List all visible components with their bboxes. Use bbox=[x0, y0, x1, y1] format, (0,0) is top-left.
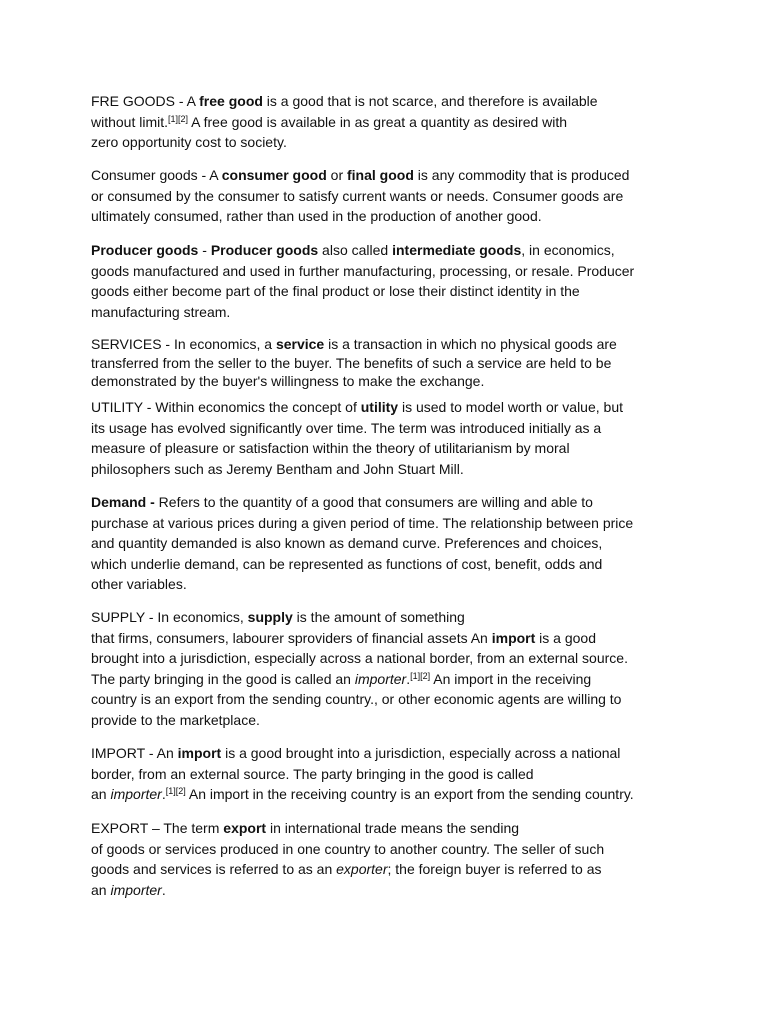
text-run: is used to model worth or value, but bbox=[398, 399, 623, 415]
text-run: - bbox=[198, 242, 211, 258]
text-run: of goods or services produced in one country to another country. The seller of such bbox=[91, 840, 605, 857]
bold-term: intermediate goods bbox=[392, 242, 522, 258]
text-run: also called bbox=[318, 242, 393, 258]
text-run: , in economics, bbox=[521, 242, 615, 258]
bold-term: export bbox=[223, 820, 267, 836]
text-line bbox=[91, 554, 633, 575]
text-line bbox=[91, 784, 634, 805]
paragraph-producer-goods bbox=[91, 240, 634, 322]
bold-term: Producer goods bbox=[210, 242, 319, 258]
text-run: . bbox=[406, 670, 411, 687]
bold-term: supply bbox=[247, 609, 293, 625]
text-run: is a transaction in which no physical goods are bbox=[324, 336, 617, 352]
text-line bbox=[91, 818, 604, 839]
text-line bbox=[91, 165, 629, 186]
text-run: which underlie demand, can be represented as functions of cost, benefit, odds and bbox=[91, 555, 603, 572]
text-run: transferred from the seller to the buyer. The benefits of such a service are held to be bbox=[91, 354, 612, 371]
text-run: A free good is available in as great a quantity as desired with bbox=[188, 113, 568, 130]
paragraph-services bbox=[91, 335, 617, 391]
text-line bbox=[91, 438, 623, 459]
text-run: in international trade means the sending bbox=[266, 820, 520, 836]
text-run: is a good brought into a jurisdiction, especially across a national bbox=[221, 745, 621, 761]
italic-term: importer bbox=[354, 670, 407, 687]
text-line bbox=[91, 302, 634, 323]
text-run: . bbox=[161, 881, 166, 898]
text-run: An import in the receiving bbox=[430, 670, 592, 687]
text-run: or consumed by the consumer to satisfy current wants or needs. Consumer goods are bbox=[91, 187, 624, 204]
text-run: zero opportunity cost to society. bbox=[91, 134, 287, 150]
text-run: without limit. bbox=[91, 113, 169, 130]
bold-term: Demand - bbox=[91, 494, 155, 510]
text-run: goods manufactured and used in further manufacturing, processing, or resale. Producer bbox=[91, 262, 635, 279]
text-run: Consumer goods - A bbox=[91, 167, 222, 183]
text-line bbox=[91, 513, 633, 534]
text-line bbox=[91, 839, 604, 860]
text-run: The party bringing in the good is called an bbox=[91, 670, 355, 687]
italic-term: exporter bbox=[336, 861, 388, 877]
text-run: is any commodity that is produced bbox=[413, 167, 630, 183]
paragraph-export bbox=[91, 818, 604, 900]
text-run: provide to the marketplace. bbox=[91, 711, 260, 728]
text-line bbox=[91, 186, 629, 207]
text-line bbox=[91, 689, 628, 710]
text-run: border, from an external source. The party bringing in the good is called bbox=[91, 765, 534, 782]
text-run: An import in the receiving country is an export from the sending country. bbox=[185, 786, 634, 802]
text-run: other variables. bbox=[91, 576, 187, 592]
text-run: manufacturing stream. bbox=[91, 303, 231, 320]
text-run: country is an export from the sending country., or other economic agents are willing to bbox=[91, 691, 622, 707]
text-run: goods and services is referred to as an bbox=[91, 861, 337, 877]
paragraph-free-goods bbox=[91, 91, 598, 153]
text-run: demonstrated by the buyer's willingness to make the exchange. bbox=[91, 373, 485, 389]
bold-term: service bbox=[275, 336, 325, 352]
text-run: is a good bbox=[535, 629, 597, 646]
text-run: an bbox=[91, 881, 111, 898]
bold-term: Producer goods bbox=[91, 242, 199, 258]
text-line bbox=[91, 743, 634, 764]
paragraph-supply bbox=[91, 607, 628, 730]
text-run: an bbox=[91, 786, 111, 802]
text-run: . bbox=[161, 786, 166, 802]
text-run: SUPPLY - In economics, bbox=[91, 609, 248, 625]
text-run: Refers to the quantity of a good that consumers are willing and able to bbox=[154, 494, 593, 510]
bold-term: import bbox=[177, 745, 222, 761]
bold-term: free good bbox=[199, 93, 263, 109]
text-line bbox=[91, 859, 604, 880]
citation-marker: [1][2] bbox=[165, 786, 186, 796]
text-line bbox=[91, 112, 598, 133]
text-line bbox=[91, 372, 617, 391]
text-line bbox=[91, 459, 623, 480]
text-line bbox=[91, 132, 598, 153]
text-run: philosophers such as Jeremy Bentham and John Stuart Mill. bbox=[91, 460, 464, 477]
text-run: goods either become part of the final product or lose their distinct identity in the bbox=[91, 283, 580, 299]
text-line bbox=[91, 492, 633, 513]
text-line bbox=[91, 261, 634, 282]
italic-term: importer bbox=[110, 786, 162, 802]
text-line bbox=[91, 397, 623, 418]
italic-term: importer bbox=[110, 881, 162, 898]
text-run: EXPORT – The term bbox=[91, 820, 224, 836]
text-run: or bbox=[326, 167, 347, 183]
text-run: its usage has evolved significantly over time. The term was introduced initially as a bbox=[91, 419, 602, 436]
text-run: and quantity demanded is also known as demand curve. Preferences and choices, bbox=[91, 535, 603, 551]
text-line bbox=[91, 628, 628, 649]
text-line bbox=[91, 533, 633, 554]
text-line bbox=[91, 281, 634, 302]
text-line bbox=[91, 710, 628, 731]
text-line bbox=[91, 669, 628, 690]
text-run: measure of pleasure or satisfaction within the theory of utilitarianism by moral bbox=[91, 440, 570, 456]
text-run: ; the foreign buyer is referred to as bbox=[387, 861, 602, 877]
text-run: that firms, consumers, labourer sproviders of financial assets An bbox=[91, 629, 492, 646]
text-run: IMPORT - An bbox=[91, 745, 178, 761]
text-line bbox=[91, 240, 634, 261]
text-line bbox=[91, 335, 617, 354]
bold-term: consumer good bbox=[221, 167, 327, 183]
text-line bbox=[91, 764, 634, 785]
citation-marker: [1][2] bbox=[168, 113, 189, 124]
text-run: purchase at various prices during a given period of time. The relationship between price bbox=[91, 514, 634, 531]
text-line bbox=[91, 354, 617, 373]
bold-term: utility bbox=[360, 399, 399, 415]
paragraph-consumer-goods bbox=[91, 165, 629, 227]
paragraph-import bbox=[91, 743, 634, 805]
text-line bbox=[91, 607, 628, 628]
text-line bbox=[91, 574, 633, 595]
text-line bbox=[91, 648, 628, 669]
paragraph-demand bbox=[91, 492, 633, 595]
text-run: FRE GOODS - A bbox=[91, 93, 200, 109]
text-run: is the amount of something bbox=[292, 609, 465, 625]
text-line bbox=[91, 880, 604, 901]
text-run: UTILITY - Within economics the concept of bbox=[91, 399, 361, 415]
text-run: is a good that is not scarce, and therefore is available bbox=[262, 93, 598, 109]
text-line bbox=[91, 91, 598, 112]
text-run: SERVICES - In economics, a bbox=[91, 336, 276, 352]
citation-marker: [1][2] bbox=[410, 670, 431, 681]
text-run: brought into a jurisdiction, especially across a national border, from an external source. bbox=[91, 650, 628, 666]
text-run: ultimately consumed, rather than used in the production of another good. bbox=[91, 208, 542, 224]
text-line bbox=[91, 206, 629, 227]
text-line bbox=[91, 418, 623, 439]
bold-term: final good bbox=[347, 167, 414, 183]
bold-term: import bbox=[491, 629, 536, 646]
paragraph-utility bbox=[91, 397, 623, 479]
